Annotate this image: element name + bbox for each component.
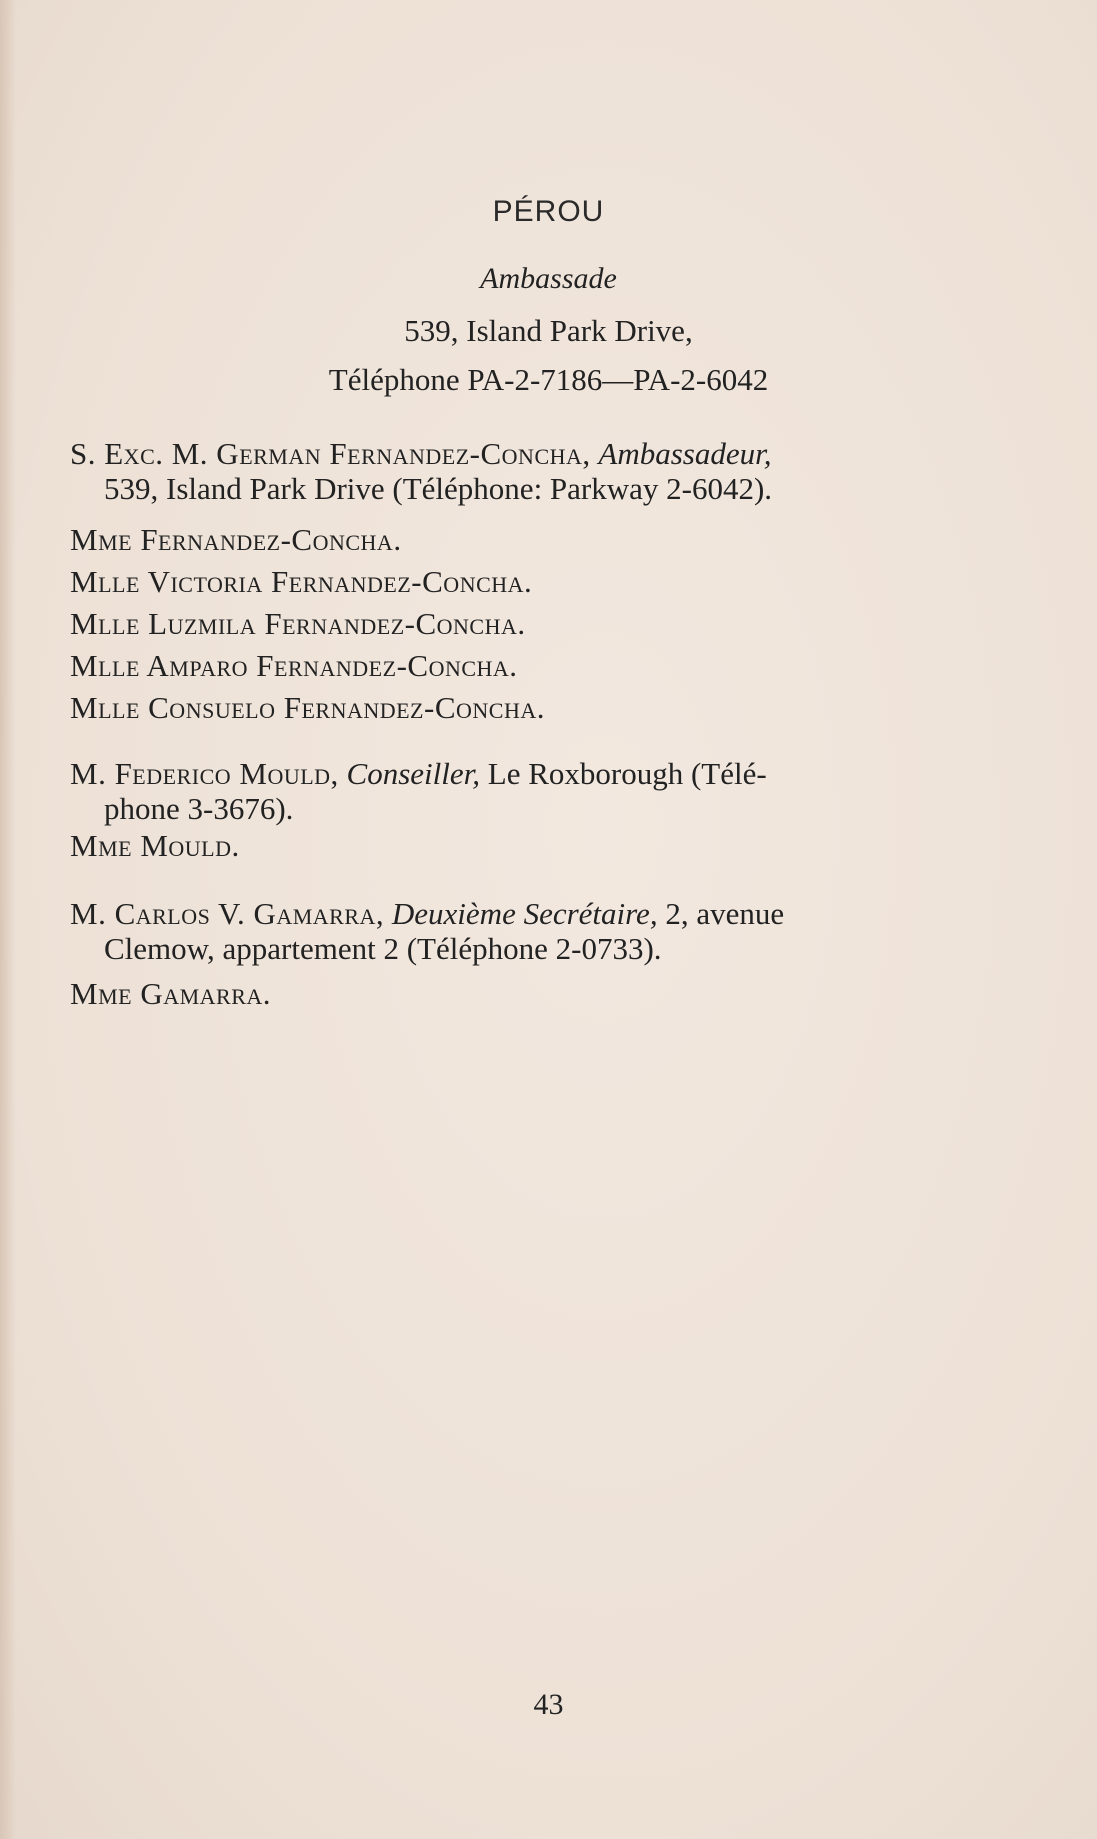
entry-second-secretary [70,896,960,966]
dependent-line: Mme Mould. [70,828,240,863]
entry-name: M. Carlos V. Gamarra, [70,896,385,931]
entry-title: Conseiller, [346,756,481,791]
dependent-line: Mlle Amparo Fernandez-Concha. [70,648,518,683]
dependent-line: Mlle Victoria Fernandez-Concha. [70,564,533,599]
entry-ambassador [70,436,960,506]
entry-name: M. Federico Mould, [70,756,339,791]
entry-continuation: 539, Island Park Drive (Téléphone: Parkway 2-6042). [104,471,773,506]
embassy-telephone: Téléphone PA-2-7186—PA-2-6042 [328,362,769,397]
dependent-line: Mlle Luzmila Fernandez-Concha. [70,606,526,641]
entry-counselor [70,756,960,826]
embassy-subtitle: Ambassade [480,262,617,295]
dependent-line: Mme Fernandez-Concha. [70,522,402,557]
embassy-address: 539, Island Park Drive, [404,313,693,348]
entry-continuation: Clemow, appartement 2 (Téléphone 2-0733). [104,931,662,966]
entry-name: S. Exc. M. German Fernandez-Concha, [70,436,591,471]
entry-title: Deuxième Secrétaire, [391,896,658,931]
dependent-line: Mme Gamarra. [70,976,272,1011]
entry-address: Le Roxborough (Télé- [487,756,767,791]
page-number: 43 [533,1688,564,1721]
entry-address: 2, avenue [665,896,785,931]
entry-continuation: phone 3-3676). [104,791,294,826]
dependent-line: Mlle Consuelo Fernandez-Concha. [70,690,545,725]
country-heading: PÉROU [492,195,605,228]
entry-title: Ambassadeur, [598,436,772,471]
